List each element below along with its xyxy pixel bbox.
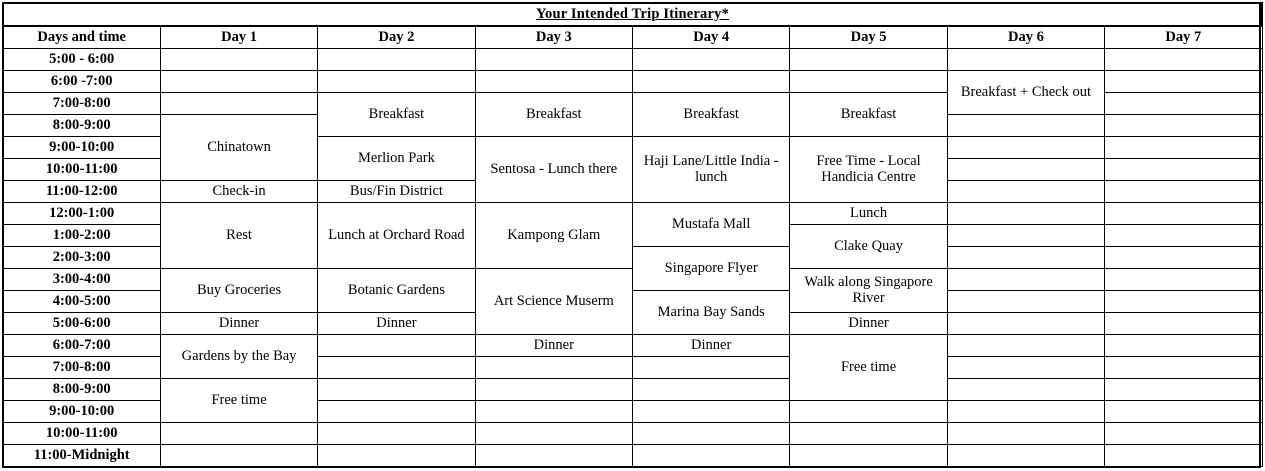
- empty-cell: [947, 203, 1104, 225]
- activity-text: Breakfast: [840, 105, 897, 122]
- empty-cell: [475, 401, 632, 423]
- activity-text: Breakfast: [683, 105, 739, 122]
- activity-text: Breakfast: [368, 105, 425, 122]
- activity-text: Breakfast + Check out: [960, 83, 1092, 100]
- empty-cell: [475, 71, 632, 93]
- activity-text: Dinner: [533, 336, 574, 353]
- header-day-2: Day 2: [318, 26, 475, 49]
- activity-text: Lunch at Orchard Road: [328, 226, 465, 243]
- empty-cell: [1105, 49, 1262, 71]
- time-slot-label: 10:00-11:00: [3, 159, 160, 181]
- empty-cell: [318, 445, 475, 467]
- activity-cell: [633, 203, 790, 247]
- activity-text: Dinner: [218, 314, 260, 331]
- time-slot-label: 5:00-6:00: [3, 313, 160, 335]
- empty-cell: [1105, 71, 1262, 93]
- empty-cell: [318, 379, 475, 401]
- activity-cell: [790, 225, 947, 269]
- empty-cell: [318, 357, 475, 379]
- activity-text: Merlion Park: [357, 149, 435, 166]
- activity-cell: [790, 137, 947, 203]
- time-slot-label: 8:00-9:00: [3, 115, 160, 137]
- activity-cell: [633, 93, 790, 137]
- activity-cell: [790, 203, 947, 225]
- empty-cell: [1105, 291, 1262, 313]
- table-row: [3, 49, 1262, 71]
- header-days-and-time: Days and time: [3, 26, 160, 49]
- empty-cell: [1105, 313, 1262, 335]
- time-slot-label: 6:00-7:00: [3, 335, 160, 357]
- activity-text: Art Science Muserm: [493, 292, 614, 309]
- activity-text: Sentosa - Lunch there: [490, 160, 618, 177]
- activity-cell: [947, 71, 1104, 115]
- activity-text: Gardens by the Bay: [181, 347, 297, 364]
- page-title: Your Intended Trip Itinerary*: [3, 3, 1262, 26]
- activity-cell: [160, 203, 317, 269]
- activity-cell: [475, 335, 632, 357]
- header-day-7: Day 7: [1105, 26, 1262, 49]
- empty-cell: [790, 401, 947, 423]
- header-day-5: Day 5: [790, 26, 947, 49]
- empty-cell: [947, 137, 1104, 159]
- activity-text: Lunch: [850, 204, 888, 221]
- activity-cell: [160, 269, 317, 313]
- activity-cell: [475, 137, 632, 203]
- activity-text: Haji Lane/Little India - lunch: [643, 152, 779, 185]
- empty-cell: [947, 379, 1104, 401]
- activity-cell: [790, 335, 947, 401]
- empty-cell: [1105, 181, 1262, 203]
- activity-text: Check-in: [212, 182, 266, 199]
- activity-cell: [633, 291, 790, 335]
- activity-text: Free time: [211, 391, 267, 408]
- table-header-row: [3, 26, 1262, 49]
- activity-cell: [633, 335, 790, 357]
- time-slot-label: 1:00-2:00: [3, 225, 160, 247]
- activity-cell: [475, 269, 632, 335]
- empty-cell: [1105, 401, 1262, 423]
- empty-cell: [160, 49, 317, 71]
- empty-cell: [475, 379, 632, 401]
- time-slot-label: 3:00-4:00: [3, 269, 160, 291]
- table-row: [3, 335, 1262, 357]
- empty-cell: [475, 357, 632, 379]
- empty-cell: [1105, 269, 1262, 291]
- empty-cell: [160, 445, 317, 467]
- activity-text: Chinatown: [207, 138, 271, 155]
- activity-cell: [790, 269, 947, 313]
- empty-cell: [318, 401, 475, 423]
- empty-cell: [318, 71, 475, 93]
- time-slot-label: 11:00-12:00: [3, 181, 160, 203]
- activity-text: Singapore Flyer: [664, 259, 758, 276]
- table-row: [3, 423, 1262, 445]
- empty-cell: [633, 401, 790, 423]
- empty-cell: [1105, 159, 1262, 181]
- activity-cell: [318, 203, 475, 269]
- time-slot-label: 7:00-8:00: [3, 93, 160, 115]
- empty-cell: [947, 159, 1104, 181]
- empty-cell: [947, 335, 1104, 357]
- activity-cell: [318, 93, 475, 137]
- time-slot-label: 10:00-11:00: [3, 423, 160, 445]
- empty-cell: [947, 313, 1104, 335]
- activity-text: Free time: [840, 358, 897, 375]
- title-row: [3, 3, 1262, 26]
- activity-cell: [318, 313, 475, 335]
- empty-cell: [633, 423, 790, 445]
- empty-cell: [947, 401, 1104, 423]
- empty-cell: [318, 49, 475, 71]
- activity-text: Clake Quay: [834, 237, 903, 254]
- activity-cell: [790, 313, 947, 335]
- empty-cell: [1105, 137, 1262, 159]
- empty-cell: [475, 423, 632, 445]
- activity-cell: [790, 93, 947, 137]
- activity-cell: [633, 137, 790, 203]
- empty-cell: [947, 445, 1104, 467]
- activity-cell: [633, 247, 790, 291]
- activity-text: Dinner: [848, 314, 889, 331]
- table-row: [3, 445, 1262, 467]
- header-day-4: Day 4: [633, 26, 790, 49]
- empty-cell: [1105, 93, 1262, 115]
- time-slot-label: 5:00 - 6:00: [3, 49, 160, 71]
- empty-cell: [633, 49, 790, 71]
- empty-cell: [318, 423, 475, 445]
- empty-cell: [1105, 423, 1262, 445]
- empty-cell: [475, 49, 632, 71]
- activity-cell: [475, 203, 632, 269]
- activity-text: Dinner: [691, 336, 732, 353]
- itinerary-table-body: [3, 3, 1262, 467]
- activity-text: Bus/Fin District: [349, 182, 443, 199]
- empty-cell: [318, 335, 475, 357]
- empty-cell: [1105, 247, 1262, 269]
- time-slot-label: 7:00-8:00: [3, 357, 160, 379]
- activity-cell: [160, 115, 317, 181]
- empty-cell: [947, 181, 1104, 203]
- time-slot-label: 4:00-5:00: [3, 291, 160, 313]
- time-slot-label: 2:00-3:00: [3, 247, 160, 269]
- empty-cell: [947, 247, 1104, 269]
- time-slot-label: 8:00-9:00: [3, 379, 160, 401]
- activity-cell: [160, 181, 317, 203]
- empty-cell: [633, 71, 790, 93]
- activity-cell: [318, 137, 475, 181]
- time-slot-label: 6:00 -7:00: [3, 71, 160, 93]
- activity-text: Free Time - Local Handicia Centre: [816, 152, 921, 185]
- empty-cell: [160, 93, 317, 115]
- activity-cell: [160, 379, 317, 423]
- activity-cell: [318, 269, 475, 313]
- activity-text: Walk along Singapore River: [804, 273, 933, 306]
- empty-cell: [633, 379, 790, 401]
- empty-cell: [160, 71, 317, 93]
- empty-cell: [947, 423, 1104, 445]
- time-slot-label: 9:00-10:00: [3, 401, 160, 423]
- activity-cell: [160, 335, 317, 379]
- empty-cell: [1105, 225, 1262, 247]
- empty-cell: [1105, 379, 1262, 401]
- activity-text: Mustafa Mall: [671, 215, 751, 232]
- time-slot-label: 11:00-Midnight: [3, 445, 160, 467]
- empty-cell: [790, 49, 947, 71]
- empty-cell: [1105, 445, 1262, 467]
- activity-text: Rest: [226, 226, 252, 243]
- empty-cell: [947, 291, 1104, 313]
- empty-cell: [790, 71, 947, 93]
- empty-cell: [633, 357, 790, 379]
- empty-cell: [475, 445, 632, 467]
- table-row: [3, 71, 1262, 93]
- empty-cell: [947, 357, 1104, 379]
- empty-cell: [1105, 115, 1262, 137]
- empty-cell: [1105, 203, 1262, 225]
- empty-cell: [1105, 335, 1262, 357]
- activity-cell: [160, 313, 317, 335]
- table-row: [3, 203, 1262, 225]
- header-day-3: Day 3: [475, 26, 632, 49]
- empty-cell: [790, 423, 947, 445]
- empty-cell: [633, 445, 790, 467]
- activity-text: Marina Bay Sands: [657, 303, 765, 320]
- empty-cell: [947, 225, 1104, 247]
- activity-text: Botanic Gardens: [347, 281, 445, 298]
- time-slot-label: 12:00-1:00: [3, 203, 160, 225]
- empty-cell: [947, 49, 1104, 71]
- activity-text: Kampong Glam: [507, 226, 601, 243]
- activity-text: Breakfast: [526, 105, 582, 122]
- activity-text: Dinner: [376, 314, 417, 331]
- empty-cell: [947, 269, 1104, 291]
- activity-text: Buy Groceries: [196, 281, 282, 298]
- empty-cell: [160, 423, 317, 445]
- header-day-6: Day 6: [947, 26, 1104, 49]
- itinerary-table: [2, 2, 1263, 467]
- activity-cell: [475, 93, 632, 137]
- time-slot-label: 9:00-10:00: [3, 137, 160, 159]
- empty-cell: [790, 445, 947, 467]
- empty-cell: [1105, 357, 1262, 379]
- header-day-1: Day 1: [160, 26, 317, 49]
- activity-cell: [318, 181, 475, 203]
- empty-cell: [947, 115, 1104, 137]
- table-row: [3, 379, 1262, 401]
